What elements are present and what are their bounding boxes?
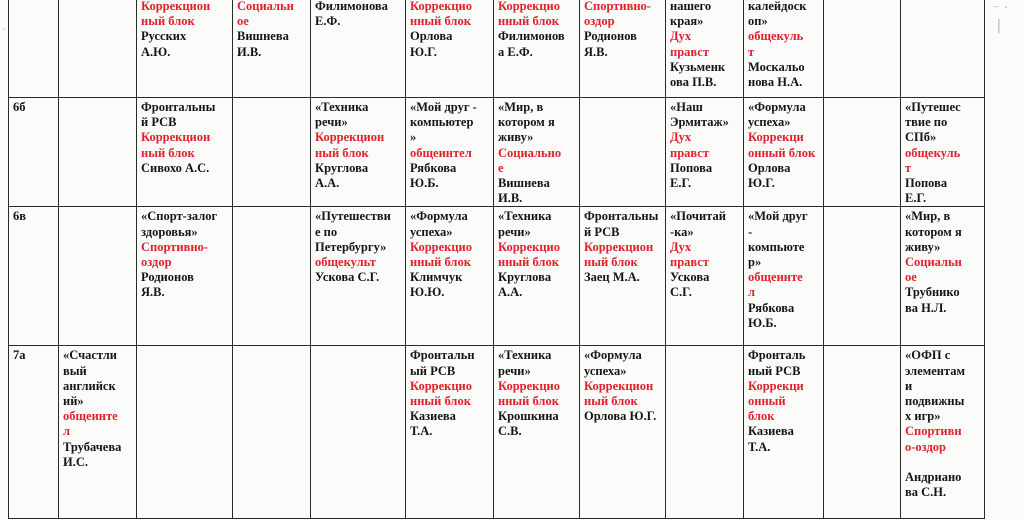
activity-text: ый РСВ xyxy=(410,363,456,378)
activity-text: Петербургу» xyxy=(315,239,387,254)
activity-category: л xyxy=(748,285,756,300)
activity-category: Дух xyxy=(670,239,692,254)
activity-category: общекульт xyxy=(315,255,376,270)
activity-category: онный блок xyxy=(748,145,816,160)
activity-text: компьюте xyxy=(748,239,805,254)
activity-text: Е.Г. xyxy=(905,191,927,206)
activity-cell xyxy=(824,98,901,207)
activity-category: Спортивн xyxy=(905,424,962,439)
activity-category: Коррекцио xyxy=(498,378,560,393)
activity-text: ий» xyxy=(63,394,84,409)
activity-cell xyxy=(580,207,666,346)
activity-cell xyxy=(233,0,311,98)
activity-text: й РСВ xyxy=(141,115,177,130)
activity-cell xyxy=(824,207,901,346)
activity-text: Заец М.А. xyxy=(584,270,640,285)
activity-cell xyxy=(311,98,406,207)
activity-cell xyxy=(59,207,137,346)
class-cell xyxy=(9,0,59,98)
activity-category: Социально xyxy=(498,145,562,160)
activity-cell xyxy=(59,346,137,519)
activity-category: Дух xyxy=(670,130,692,145)
activity-cell xyxy=(311,0,406,98)
activity-text: » xyxy=(410,130,417,145)
activity-text: калейдоск xyxy=(748,0,807,13)
activity-category: ный блок xyxy=(141,145,195,160)
activity-text: й РСВ xyxy=(584,224,620,239)
activity-text: здоровья» xyxy=(141,224,198,239)
activity-text: «Формула xyxy=(584,348,642,363)
activity-text: нова Н.А. xyxy=(748,75,803,90)
activity-text: подвижны xyxy=(905,394,965,409)
activity-cell xyxy=(901,0,985,98)
activity-category: т xyxy=(748,44,755,59)
activity-text: Трубачева xyxy=(63,439,122,454)
activity-text: края» xyxy=(670,14,704,29)
activity-category: общеинтел xyxy=(410,145,472,160)
activity-cell xyxy=(406,346,494,519)
activity-text: х игр» xyxy=(905,409,941,424)
activity-category: Коррекцио xyxy=(498,239,560,254)
activity-text: р» xyxy=(748,255,762,270)
activity-text: речи» xyxy=(315,115,348,130)
activity-text: Фронтальны xyxy=(584,209,659,224)
activity-category: о-оздор xyxy=(905,439,946,454)
activity-category: ое xyxy=(905,270,917,285)
activity-text: «Техника xyxy=(498,348,552,363)
activity-text: Родионов xyxy=(141,270,194,285)
activity-cell xyxy=(666,98,744,207)
activity-text: Фронтальн xyxy=(410,348,475,363)
activity-cell xyxy=(137,207,233,346)
activity-category: Коррекцион xyxy=(315,130,385,145)
activity-text: английск xyxy=(63,378,116,393)
activity-text: речи» xyxy=(498,224,531,239)
activity-category: ный блок xyxy=(584,394,638,409)
activity-text: ова П.В. xyxy=(670,75,717,90)
activity-text: а Е.Ф. xyxy=(498,44,533,59)
activity-text: А.А. xyxy=(498,285,523,300)
activity-cell xyxy=(494,207,580,346)
activity-category: нный блок xyxy=(410,255,471,270)
activity-cell xyxy=(744,207,824,346)
activity-text: Т.А. xyxy=(748,439,771,454)
activity-text: Ускова xyxy=(670,270,710,285)
activity-text: Орлова xyxy=(410,29,453,44)
activity-cell xyxy=(744,0,824,98)
activity-text: Ускова С.Г. xyxy=(315,270,380,285)
activity-category: нный блок xyxy=(498,14,559,29)
activity-text: - xyxy=(748,224,753,239)
activity-cell xyxy=(494,346,580,519)
activity-text: Ю.Г. xyxy=(410,44,437,59)
activity-category: ный блок xyxy=(315,145,369,160)
activity-text: И.С. xyxy=(63,454,88,469)
activity-text: Фронтальны xyxy=(141,100,216,114)
activity-text: нашего xyxy=(670,0,712,13)
activity-cell xyxy=(666,0,744,98)
activity-text: Казиева xyxy=(410,409,456,424)
class-cell: 7а xyxy=(9,346,59,519)
activity-cell xyxy=(744,346,824,519)
activity-text: и xyxy=(905,378,913,393)
activity-cell xyxy=(901,207,985,346)
activity-category: Дух xyxy=(670,29,692,44)
activity-text: Филимонов xyxy=(498,29,565,44)
activity-text: Ю.Г. xyxy=(748,176,775,191)
schedule-row xyxy=(9,207,985,346)
activity-category: Коррекцио xyxy=(498,0,560,13)
activity-category: общекуль xyxy=(905,145,961,160)
activity-cell xyxy=(901,98,985,207)
activity-text: «Формула xyxy=(410,209,468,224)
class-cell: 6в xyxy=(9,207,59,346)
activity-text: ва С.Н. xyxy=(905,485,947,500)
activity-cell xyxy=(824,0,901,98)
activity-category: Коррекцион xyxy=(584,239,654,254)
activity-text: котором я xyxy=(905,224,962,239)
activity-text: «Наш xyxy=(670,100,703,114)
activity-cell xyxy=(901,346,985,519)
activity-text: Фронталь xyxy=(748,348,806,363)
activity-text: Климчук xyxy=(410,270,463,285)
activity-cell xyxy=(311,207,406,346)
activity-cell xyxy=(233,346,311,519)
activity-category: нный блок xyxy=(498,255,559,270)
activity-cell xyxy=(406,207,494,346)
activity-text: живу» xyxy=(905,239,941,254)
activity-text: С.В. xyxy=(498,424,522,439)
activity-text: Е.Г. xyxy=(670,176,692,191)
activity-text: вый xyxy=(63,363,87,378)
activity-text: твие по xyxy=(905,115,948,130)
activity-text: компьютер xyxy=(410,115,474,130)
activity-text: е по xyxy=(315,224,338,239)
activity-text: Круглова xyxy=(315,160,369,175)
activity-text: СПб» xyxy=(905,130,937,145)
activity-text: «Мир, в xyxy=(498,100,544,114)
activity-text: А.А. xyxy=(315,176,340,191)
activity-text: Кузьменк xyxy=(670,59,726,74)
activity-text: Т.А. xyxy=(410,424,433,439)
activity-text: успеха» xyxy=(748,115,791,130)
activity-text: -ка» xyxy=(670,224,694,239)
activity-category: оздор xyxy=(584,14,615,29)
activity-text: Сивохо А.С. xyxy=(141,160,210,175)
activity-text: ный РСВ xyxy=(748,363,801,378)
activity-text: «Техника xyxy=(315,100,369,114)
activity-category: Коррекцио xyxy=(410,0,472,13)
activity-category: Коррекцио xyxy=(410,239,472,254)
activity-category: Спортивно- xyxy=(584,0,651,13)
activity-category: т xyxy=(905,160,912,175)
activity-cell xyxy=(494,98,580,207)
activity-cell xyxy=(59,98,137,207)
activity-category: нный блок xyxy=(410,14,471,29)
activity-text: живу» xyxy=(498,130,534,145)
activity-text: «Мой друг xyxy=(748,209,808,224)
activity-text: «Счастли xyxy=(63,348,118,363)
activity-cell xyxy=(406,98,494,207)
activity-category: Коррекцион xyxy=(584,378,654,393)
activity-category: Социальн xyxy=(905,255,962,270)
activity-text: «Мой друг - xyxy=(410,100,477,114)
activity-category: Коррекцион xyxy=(141,130,211,145)
activity-text: успеха» xyxy=(584,363,627,378)
activity-text: котором я xyxy=(498,115,555,130)
activity-text: Эрмитаж» xyxy=(670,115,729,130)
activity-text: Орлова xyxy=(748,160,791,175)
cell-spacer xyxy=(905,455,981,470)
activity-category: Социальн xyxy=(237,0,294,13)
activity-text: речи» xyxy=(498,363,531,378)
activity-text: Я.В. xyxy=(141,285,165,300)
activity-text: Вишнева xyxy=(498,176,550,191)
activity-text: Родионов xyxy=(584,29,637,44)
activity-cell xyxy=(666,346,744,519)
activity-text: «Спорт-залог xyxy=(141,209,218,224)
activity-category: Коррекцио xyxy=(410,378,472,393)
activity-text: успеха» xyxy=(410,224,453,239)
activity-category: оздор xyxy=(141,255,172,270)
activity-category: ое xyxy=(237,14,249,29)
activity-text: Рябкова xyxy=(748,300,795,315)
activity-cell xyxy=(744,98,824,207)
activity-text: Круглова xyxy=(498,270,552,285)
activity-category: блок xyxy=(748,409,775,424)
activity-cell xyxy=(580,0,666,98)
activity-cell xyxy=(580,98,666,207)
schedule-row xyxy=(9,0,985,98)
activity-text: Андриано xyxy=(905,469,962,484)
activity-category: правст xyxy=(670,145,709,160)
class-cell: 6б xyxy=(9,98,59,207)
activity-cell xyxy=(137,346,233,519)
schedule-table xyxy=(8,0,985,519)
activity-text: Москальо xyxy=(748,59,805,74)
activity-text: Трубнико xyxy=(905,285,960,300)
activity-text: Орлова Ю.Г. xyxy=(584,409,657,424)
activity-text: «Путешес xyxy=(905,100,961,114)
activity-cell xyxy=(137,98,233,207)
activity-text: ва Н.Л. xyxy=(905,300,947,315)
activity-cell xyxy=(137,0,233,98)
activity-cell xyxy=(580,346,666,519)
activity-cell xyxy=(233,98,311,207)
activity-category: л xyxy=(63,424,71,439)
activity-text: Филимонова xyxy=(315,0,388,13)
activity-text: Ю.Б. xyxy=(748,315,777,330)
activity-cell xyxy=(59,0,137,98)
activity-category: общеинте xyxy=(63,409,118,424)
activity-text: Русских xyxy=(141,29,187,44)
activity-category: нный блок xyxy=(498,394,559,409)
activity-text: Рябкова xyxy=(410,160,457,175)
edge-mark: ˑ xyxy=(2,24,7,38)
activity-text: Я.В. xyxy=(584,44,608,59)
activity-cell xyxy=(494,0,580,98)
activity-category: Коррекци xyxy=(748,378,804,393)
activity-cell xyxy=(666,207,744,346)
schedule-row xyxy=(9,346,985,519)
activity-cell xyxy=(311,346,406,519)
activity-text: элементам xyxy=(905,363,966,378)
activity-text: оп» xyxy=(748,14,768,29)
activity-text: «Формула xyxy=(748,100,806,114)
activity-category: ный блок xyxy=(584,255,638,270)
activity-category: общеинте xyxy=(748,270,803,285)
activity-text: «Путешестви xyxy=(315,209,391,224)
activity-text: Ю.Б. xyxy=(410,176,439,191)
activity-text: Ю.Ю. xyxy=(410,285,445,300)
activity-category: Коррекцион xyxy=(141,0,211,13)
activity-text: И.В. xyxy=(498,191,523,206)
activity-text: Вишнева xyxy=(237,29,289,44)
activity-category: онный xyxy=(748,394,786,409)
activity-text: Попова xyxy=(905,176,948,191)
activity-text: И.В. xyxy=(237,44,262,59)
activity-text: Попова xyxy=(670,160,713,175)
activity-category: Спортивно- xyxy=(141,239,208,254)
activity-category: правст xyxy=(670,44,709,59)
activity-cell xyxy=(406,0,494,98)
activity-category: общекуль xyxy=(748,29,804,44)
activity-category: е xyxy=(498,160,504,175)
activity-text: «ОФП с xyxy=(905,348,951,363)
activity-text: С.Г. xyxy=(670,285,692,300)
activity-text: «Мир, в xyxy=(905,209,951,224)
activity-text: «Техника xyxy=(498,209,552,224)
activity-category: ный блок xyxy=(141,14,195,29)
activity-category: нный блок xyxy=(410,394,471,409)
activity-text: Е.Ф. xyxy=(315,14,341,29)
activity-text: Казиева xyxy=(748,424,794,439)
activity-text: Крошкина xyxy=(498,409,559,424)
activity-category: правст xyxy=(670,255,709,270)
activity-category: Коррекци xyxy=(748,130,804,145)
schedule-row xyxy=(9,98,985,207)
activity-text: А.Ю. xyxy=(141,44,171,59)
corner-marks: ⁻ ˑ | xyxy=(992,2,1009,34)
activity-cell xyxy=(233,207,311,346)
activity-cell xyxy=(824,346,901,519)
activity-text: «Почитай xyxy=(670,209,726,224)
